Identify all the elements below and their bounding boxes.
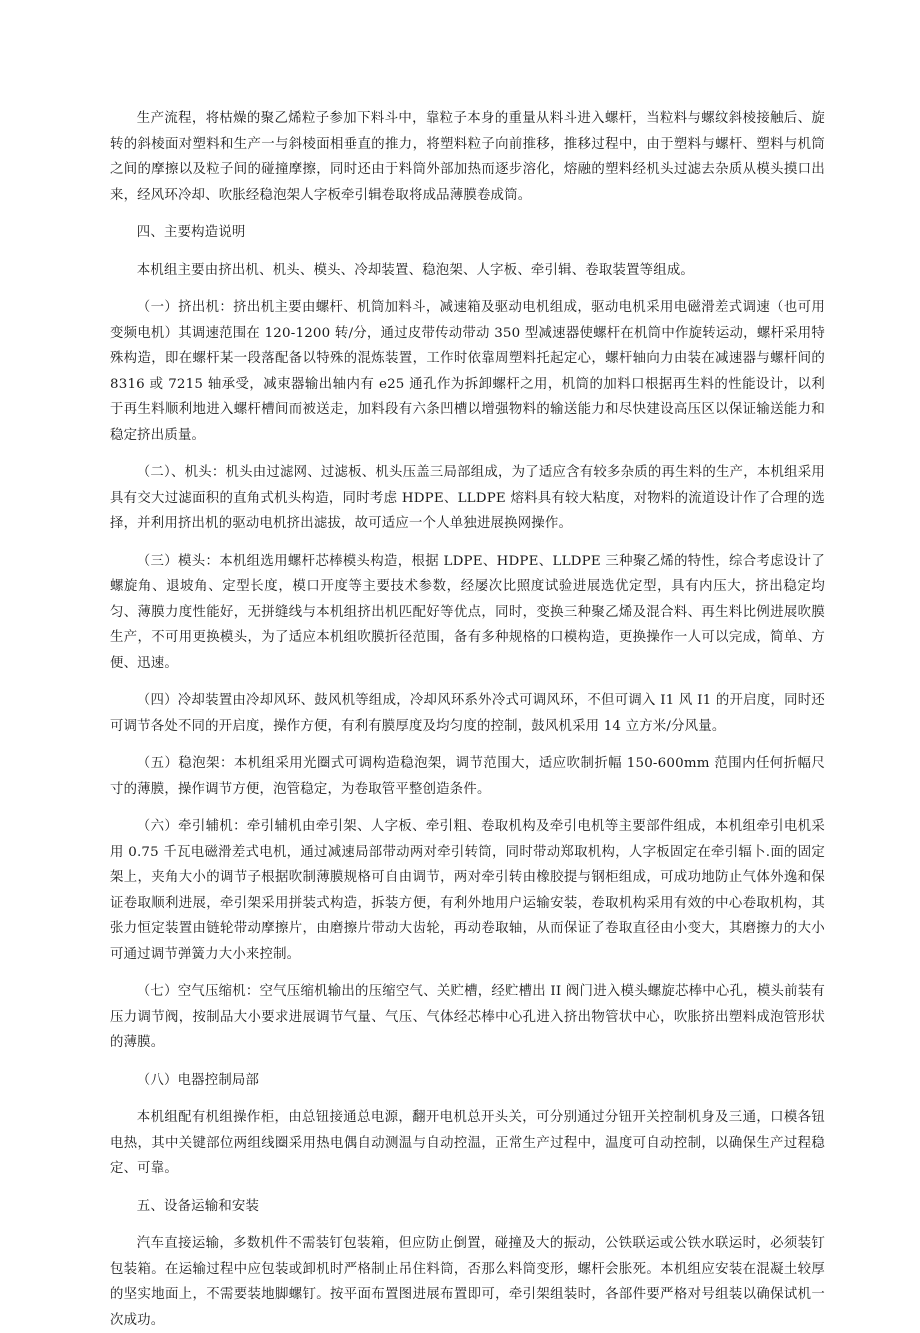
paragraph-transport-installation: 汽车直接运输，多数机件不需装钉包装箱，但应防止倒置，碰撞及大的振动，公铁联运或公铁水联运时，必须装钉包装箱。在运输过程中应包装或卸机时严格制止吊住料筒，否那么料筒变形，螺杆会胀死。本机组应安装在混凝土较厚的坚实地面上，不需要装地脚螺钉。按平面布置图进展布置即可，牵引架组装时，各部件要严格对号组装以确保试机一次成功。 [110, 1236, 825, 1328]
paragraph-bubble-stabilizer: （五）稳泡架：本机组采用光圈式可调构造稳泡架，调节范围大，适应吹制折幅 150-600mm 范围内任何折幅尺寸的薄膜，操作调节方便，泡管稳定，为卷取管平整创造条件。 [110, 756, 825, 797]
paragraph-machine-head: （二）、机头：机头由过滤网、过滤板、机头压盖三局部组成，为了适应含有较多杂质的再生料的生产，本机组采用具有交大过滤面积的直角式机头构造，同时考虑 HDPE、LLDPE 熔料具有较大粘度，对物料的流道设计作了合理的选择，并利用挤出机的驱动电机挤出滤拔，故可适应一个人单独进展换网操作。 [110, 465, 825, 531]
paragraph-unit-composition: 本机组主要由挤出机、机头、模头、冷却装置、稳泡架、人字板、牵引辑、卷取装置等组成。 [136, 262, 695, 278]
paragraph-die-head: （三）模头：本机组选用螺杆芯棒模头构造，根据 LDPE、HDPE、LLDPE 三种聚乙烯的特性，综合考虑设计了螺旋角、退坡角、定型长度，模口开度等主要技术参数，经屡次比照度试验进展选优定型，具有内压大，挤出稳定均匀、薄膜力度性能好，无拼缝线与本机组挤出机匹配好等优点，同时，变换三种聚乙烯及混合料、再生料比例进展吹膜生产，不可用更换模头，为了适应本机组吹膜折径范围，备有多种规格的口模构造，更换操作一人可以完成，简单、方便、迅速。 [110, 553, 825, 671]
paragraph-production-process: 生产流程，将枯燥的聚乙烯粒子参加下料斗中，靠粒子本身的重量从料斗进入螺杆，当粒料与螺纹斜棱接触后、旋转的斜棱面对塑料和生产一与斜棱面相垂直的推力，将塑料粒子向前推移，推移过程中，由于塑料与螺杆、塑料与机筒之间的摩擦以及粒子间的碰撞摩擦，同时还由于料筒外部加热而逐步溶化，熔融的塑料经机头过滤去杂质从模头摸口出来，经风环冷却、吹胀经稳泡架人字板牵引辑卷取将成品薄膜卷成筒。 [110, 111, 825, 203]
section-heading-main-structure: 四、主要构造说明 [136, 225, 246, 240]
paragraph-extruder: （一）挤出机：挤出机主要由螺杆、机筒加料斗，减速箱及驱动电机组成，驱动电机采用电磁滑差式调速（也可用变频电机）其调速范围在 120-1200 转/分，通过皮带传动带动 350 型减速器使螺杆在机筒中作旋转运动，螺杆采用特殊构造，即在螺杆某一段落配备以特殊的混炼装置，工作时依靠周塑料托起定心，螺杆轴向力由装在减速器与螺杆间的 8316 或 7215 轴承受，减束器输出轴内有 e25 通孔作为拆卸螺杆之用，机筒的加料口根据再生料的性能设计，以利于再生料顺利地进入螺杆槽间而被送走，加料段有六条凹槽以增强物料的输送能力和尽快建设高压区以保证输送能力和稳定挤出质量。 [110, 300, 825, 443]
paragraph-haul-off-unit: （六）牵引辅机：牵引辅机由牵引架、人字板、牵引粗、卷取机构及牵引电机等主要部件组成，本机组牵引电机采用 0.75 千瓦电磁滑差式电机，通过减速局部带动两对牵引转筒，同时带动郑取机构，人字板固定在牵引辐卜.面的固定架上，夹角大小的调节子根据吹制薄膜规格可自由调节，两对牵引转由橡胶提与钢柜组成，可成功地防止气体外逸和保证卷取顺利进展，牵引架采用拼装式构造，拆装方便，有利外地用户运输安装，卷取机构采用有效的中心卷取机构，其张力恒定装置由链轮带动摩擦片，由磨擦片带动大齿轮，再动卷取轴，从而保证了卷取直径由小变大，其磨擦力的大小可通过调节弹簧力大小来控制。 [110, 819, 825, 962]
paragraph-cooling-device: （四）冷却装置由冷却风环、鼓风机等组成，冷却风环系外冷式可调风环，不但可调入 I1 风 I1 的开启度，同时还可调节各处不同的开启度，操作方便，有利有膜厚度及均匀度的控制，鼓风机采用 14 立方米/分风量。 [110, 693, 825, 734]
paragraph-air-compressor: （七）空气压缩机：空气压缩机输出的压缩空气、关贮槽，经贮槽出 II 阀门进入模头螺旋芯棒中心孔，模头前装有压力调节阀，按制品大小要求进展调节气量、气压、气体经芯棒中心孔进入挤出物管状中心，吹胀挤出塑料成泡管形状的薄膜。 [110, 984, 825, 1050]
subheading-electrical-control: （八）电器控制局部 [136, 1072, 260, 1088]
paragraph-electrical-control: 本机组配有机组操作柜，由总钮接通总电源，翻开电机总开头关，可分别通过分钮开关控制机身及三通，口模各钮电热，其中关键部位两组线圈采用热电偶自动测温与自动控温，正常生产过程中，温度可自动控制，以确保生产过程稳定、可靠。 [110, 1110, 825, 1176]
section-heading-transport-installation: 五、设备运输和安装 [136, 1198, 260, 1214]
